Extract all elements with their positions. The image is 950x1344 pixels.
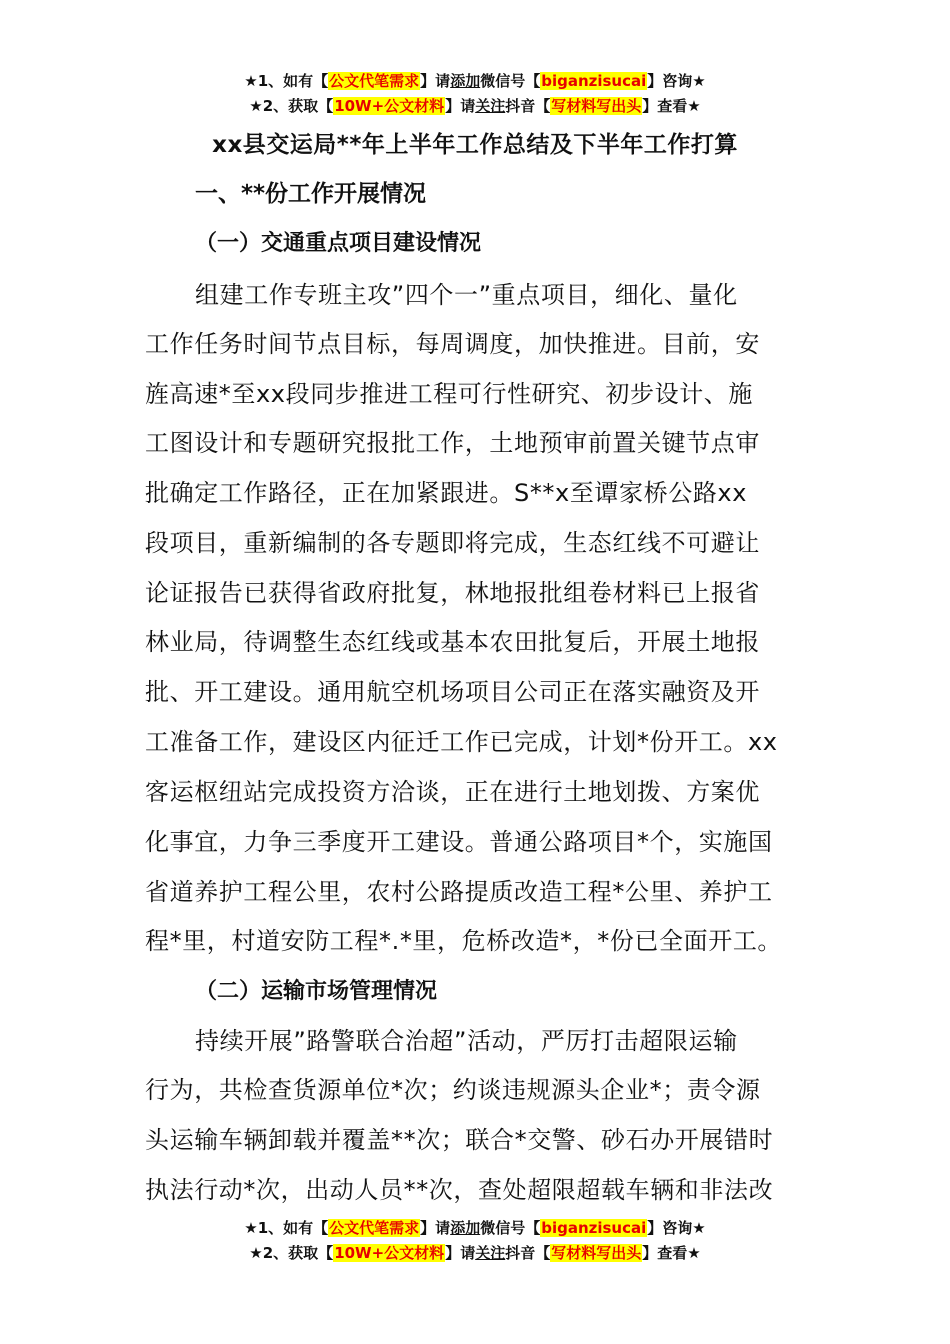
paragraph-line: 工准备工作，建设区内征迁工作已完成，计划*份开工。xx [145,728,778,756]
promo-highlight-wechat: biganzisucai [541,1219,647,1237]
promo-highlight-wechat: biganzisucai [541,72,647,90]
promo-text: ★2、获取【 [249,97,334,115]
paragraph-line: 工图设计和专题研究报批工作，土地预审前置关键节点审 [145,429,760,457]
promo-text: 抖音【 [505,1244,551,1262]
promo-line-1 [0,69,950,94]
promo-text: 微信号【 [480,1219,541,1237]
paragraph-line: 行为，共检查货源单位*次；约谈违规源头企业*；责令源 [145,1076,761,1104]
promo-text: 微信号【 [480,72,541,90]
paragraph-line: 省道养护工程公里，农村公路提质改造工程*公里、养护工 [145,878,773,906]
promo-highlight: 公文代笔需求 [329,72,420,90]
paragraph-line: 批、开工建设。通用航空机场项目公司正在落实融资及开 [145,678,760,706]
promo-highlight-douyin: 写材料写出头 [551,1244,642,1262]
section-heading-1: 一、**份工作开展情况 [195,181,427,207]
promo-underlined: 关注 [475,97,506,115]
paragraph-line: 段项目，重新编制的各专题即将完成，生态红线不可避让 [145,529,760,557]
subsection-heading-2: （二）运输市场管理情况 [195,979,438,1004]
promo-text: 】咨询★ [647,1219,706,1237]
promo-text: ★1、如有【 [244,72,329,90]
promo-text: 】请 [445,97,476,115]
top-promo-banner [0,69,950,119]
promo-highlight: 10W+公文材料 [334,97,445,115]
paragraph-line: 程*里，村道安防工程*.*里，危桥改造*，*份已全面开工。 [145,927,783,955]
paragraph-line: 头运输车辆卸载并覆盖**次；联合*交警、砂石办开展错时 [145,1126,774,1154]
promo-text: ★2、获取【 [249,1244,334,1262]
paragraph-line: 论证报告已获得省政府批复，林地报批组卷材料已上报省 [145,579,760,607]
promo-highlight-douyin: 写材料写出头 [551,97,642,115]
promo-text: 】查看★ [642,97,701,115]
paragraph-line: 批确定工作路径，正在加紧跟进。S**x至谭家桥公路xx [145,479,748,507]
bottom-promo-banner [0,1216,950,1266]
promo-underlined: 关注 [475,1244,506,1262]
promo-text: 抖音【 [505,97,551,115]
paragraph-line: 客运枢纽站完成投资方洽谈，正在进行土地划拨、方案优 [145,778,760,806]
paragraph-line: 持续开展”路警联合治超”活动，严厉打击超限运输 [195,1027,738,1055]
promo-text: ★1、如有【 [244,1219,329,1237]
document-title: xx县交运局**年上半年工作总结及下半年工作打算 [212,132,738,158]
promo-text: 】请 [420,1219,451,1237]
promo-underlined: 添加 [450,1219,481,1237]
promo-text: 】咨询★ [647,72,706,90]
promo-line-2 [0,94,950,119]
promo-underlined: 添加 [450,72,481,90]
subsection-heading-1: （一）交通重点项目建设情况 [195,231,482,256]
promo-line-2 [0,1241,950,1266]
paragraph-line: 旌高速*至xx段同步推进工程可行性研究、初步设计、施 [145,380,754,408]
promo-text: 】查看★ [642,1244,701,1262]
promo-highlight: 10W+公文材料 [334,1244,445,1262]
promo-text: 】请 [420,72,451,90]
promo-line-1 [0,1216,950,1241]
paragraph-line: 工作任务时间节点目标，每周调度，加快推进。目前，安 [145,330,760,358]
promo-text: 】请 [445,1244,476,1262]
paragraph-line: 执法行动*次，出动人员**次，查处超限超载车辆和非法改 [145,1176,774,1204]
paragraph-line: 化事宜，力争三季度开工建设。普通公路项目*个，实施国 [145,828,773,856]
promo-highlight: 公文代笔需求 [329,1219,420,1237]
paragraph-line: 组建工作专班主攻”四个一”重点项目，细化、量化 [195,281,738,309]
paragraph-line: 林业局，待调整生态红线或基本农田批复后，开展土地报 [145,628,760,656]
